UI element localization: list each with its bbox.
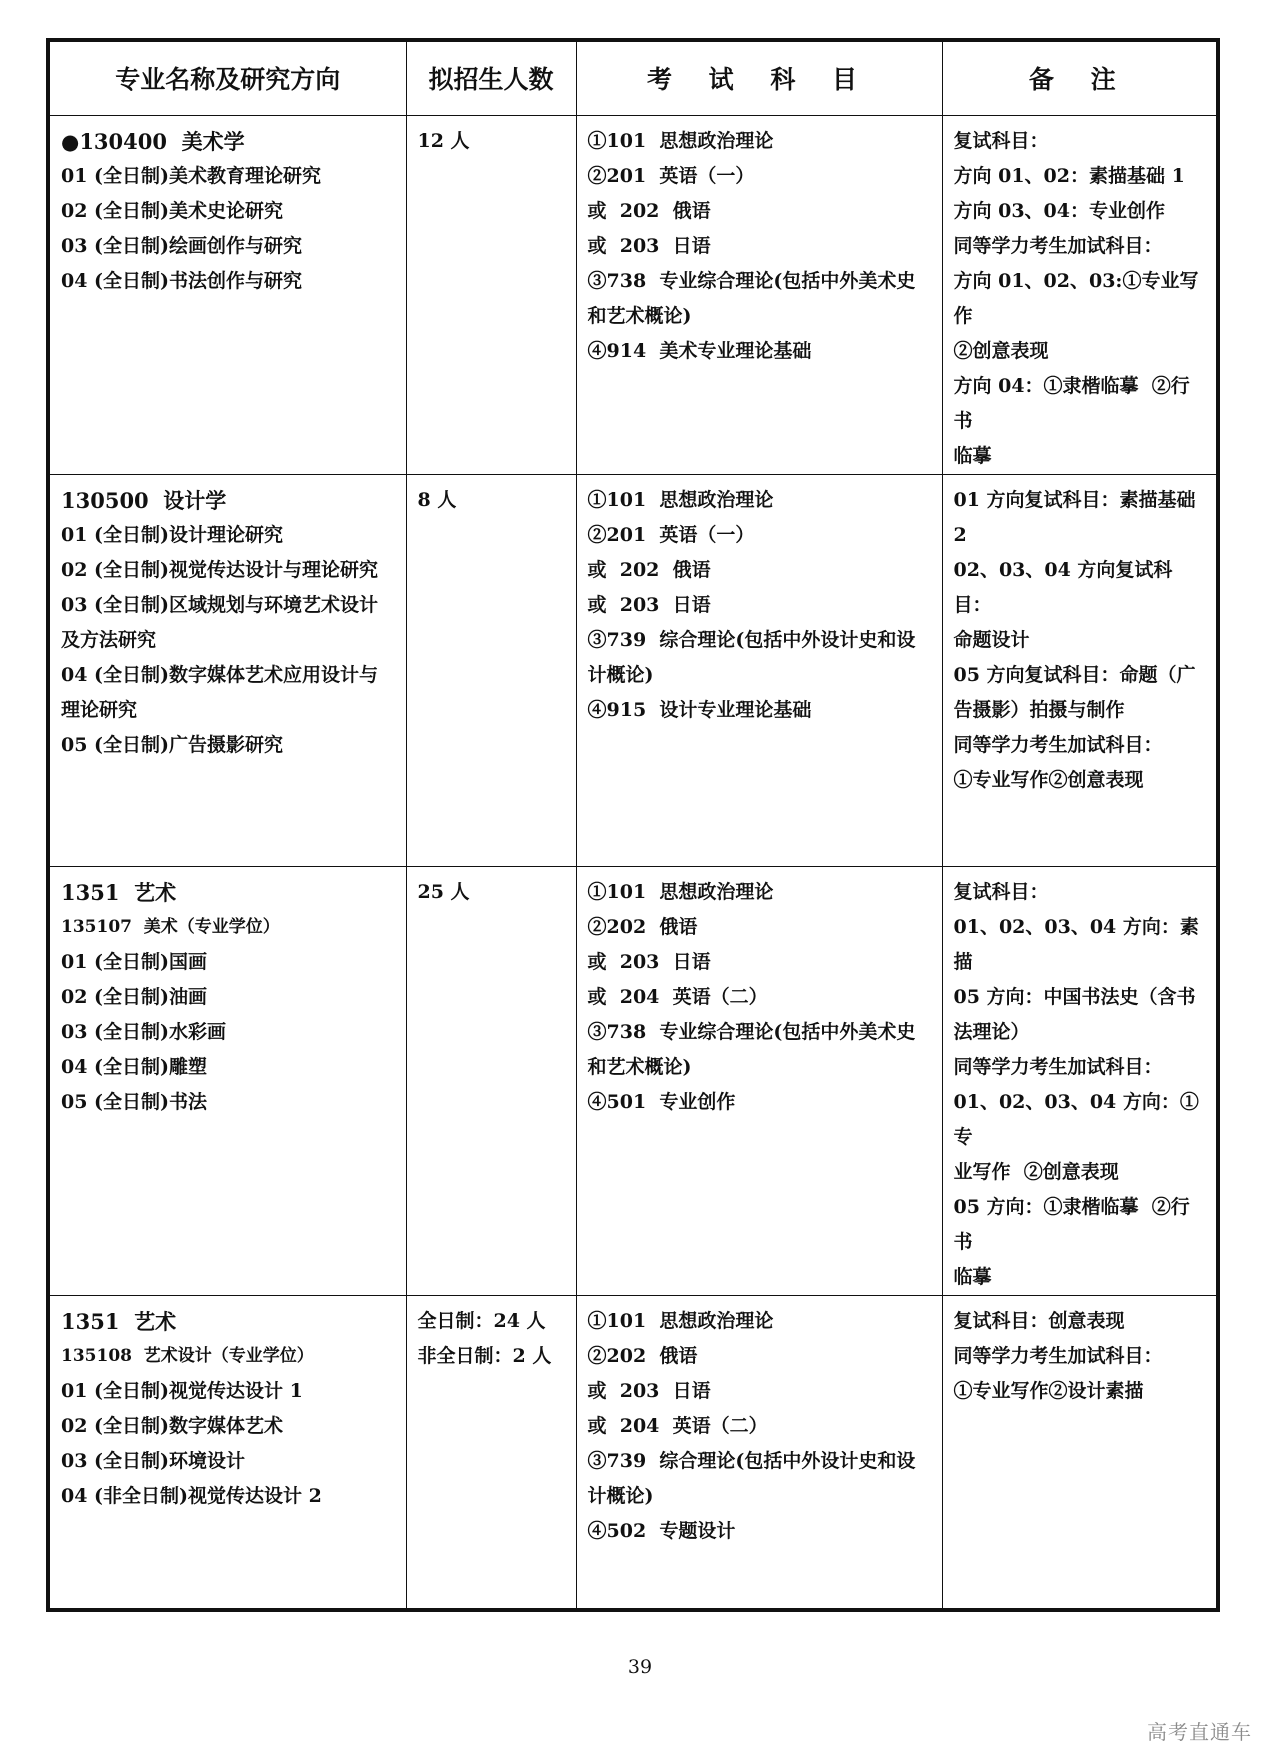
major-cell <box>50 866 406 1295</box>
cell-line: 全日制：24 人 <box>417 1309 546 1332</box>
cell-line: 和艺术概论) <box>587 1055 692 1078</box>
cell-line: 复试科目：创意表现 <box>953 1309 1125 1332</box>
cell-line: 05 方向：中国书法史（含书 <box>953 985 1196 1008</box>
table-row <box>50 115 1216 474</box>
cell-line: 方向 01、02、03:①专业写作 <box>953 269 1199 327</box>
cell-line: ③739 综合理论(包括中外设计史和设 <box>587 628 916 651</box>
cell-line: 理论研究 <box>61 698 138 721</box>
cell-line: ③738 专业综合理论(包括中外美术史 <box>587 1020 916 1043</box>
cell-line: 复试科目： <box>953 129 1049 152</box>
major-title: 1351 艺术 <box>61 1308 177 1334</box>
cell-line: 135108 艺术设计（专业学位） <box>61 1345 314 1366</box>
cell-line: 02 (全日制)数字媒体艺术 <box>61 1414 284 1437</box>
cell-line: 临摹 <box>953 1265 992 1288</box>
cell-line: 方向 04：①隶楷临摹 ②行书 <box>953 374 1190 432</box>
cell-line: 同等学力考生加试科目： <box>953 1344 1163 1367</box>
cell-line: 01 方向复试科目：素描基础 2 <box>953 488 1203 546</box>
cell-line: 03 (全日制)水彩画 <box>61 1020 227 1043</box>
cell-line: 或 204 英语（二） <box>587 1414 768 1437</box>
cell-line: 01 (全日制)国画 <box>61 950 208 973</box>
cell-line: ①101 思想政治理论 <box>587 1309 774 1332</box>
cell-line: 25 人 <box>417 880 470 903</box>
cell-line: 或 203 日语 <box>587 1379 711 1402</box>
cell-line: ④501 专业创作 <box>587 1090 736 1113</box>
cell-line: 12 人 <box>417 129 470 152</box>
cell-line: 和艺术概论) <box>587 304 692 327</box>
cell-line: 及方法研究 <box>61 628 157 651</box>
cell-line: 02 (全日制)美术史论研究 <box>61 199 284 222</box>
cell-line: 非全日制：2 人 <box>417 1344 552 1367</box>
quota-cell <box>406 866 576 1295</box>
page-number: 39 <box>627 1656 653 1678</box>
exams-cell <box>576 1295 942 1608</box>
exams-cell <box>576 474 942 866</box>
cell-line: 或 203 日语 <box>587 593 711 616</box>
cell-line: 01 (全日制)视觉传达设计 1 <box>61 1379 303 1402</box>
cell-line: ①101 思想政治理论 <box>587 880 774 903</box>
exams-cell <box>576 866 942 1295</box>
cell-line: ②201 英语（一） <box>587 164 755 187</box>
cell-line: ①101 思想政治理论 <box>587 129 774 152</box>
cell-line: 或 202 俄语 <box>587 199 711 222</box>
cell-line: 04 (非全日制)视觉传达设计 2 <box>61 1484 322 1507</box>
cell-line: 同等学力考生加试科目： <box>953 234 1163 257</box>
table-row <box>50 474 1216 866</box>
header-quota: 拟招生人数 <box>406 42 576 115</box>
cell-line: 03 (全日制)环境设计 <box>61 1449 246 1472</box>
cell-line: 05 (全日制)广告摄影研究 <box>61 733 284 756</box>
cell-line: 04 (全日制)雕塑 <box>61 1055 208 1078</box>
cell-line: 04 (全日制)数字媒体艺术应用设计与 <box>61 663 379 686</box>
major-cell <box>50 115 406 474</box>
cell-line: ④914 美术专业理论基础 <box>587 339 812 362</box>
cell-line: ②201 英语（一） <box>587 523 755 546</box>
major-cell <box>50 1295 406 1608</box>
cell-line: 05 (全日制)书法 <box>61 1090 208 1113</box>
cell-line: 02 (全日制)油画 <box>61 985 208 1008</box>
cell-line: 业写作 ②创意表现 <box>953 1160 1119 1183</box>
watermark-text: 高考直通车 <box>1147 1720 1252 1744</box>
cell-line: 01、02、03、04 方向：①专 <box>953 1090 1199 1148</box>
admissions-table-frame <box>46 38 1220 1612</box>
cell-line: 01、02、03、04 方向：素描 <box>953 915 1199 973</box>
cell-line: 方向 01、02：素描基础 1 <box>953 164 1185 187</box>
notes-cell <box>942 1295 1216 1608</box>
cell-line: 05 方向：①隶楷临摹 ②行书 <box>953 1195 1190 1253</box>
cell-line: 或 203 日语 <box>587 234 711 257</box>
exams-cell <box>576 115 942 474</box>
cell-line: 法理论） <box>953 1020 1030 1043</box>
notes-cell <box>942 474 1216 866</box>
cell-line: 告摄影）拍摄与制作 <box>953 698 1125 721</box>
header-notes: 备 注 <box>942 42 1216 115</box>
cell-line: 03 (全日制)绘画创作与研究 <box>61 234 303 257</box>
cell-line: 02、03、04 方向复试科目： <box>953 558 1173 616</box>
cell-line: ③738 专业综合理论(包括中外美术史 <box>587 269 916 292</box>
major-title: ●130400 美术学 <box>61 128 245 154</box>
cell-line: ②202 俄语 <box>587 1344 698 1367</box>
header-major: 专业名称及研究方向 <box>50 42 406 115</box>
admissions-table <box>50 42 1216 1608</box>
major-cell <box>50 474 406 866</box>
cell-line: 同等学力考生加试科目： <box>953 1055 1163 1078</box>
cell-line: ②202 俄语 <box>587 915 698 938</box>
table-row <box>50 1295 1216 1608</box>
table-row <box>50 866 1216 1295</box>
cell-line: ④502 专题设计 <box>587 1519 736 1542</box>
quota-cell <box>406 474 576 866</box>
cell-line: 方向 03、04：专业创作 <box>953 199 1165 222</box>
cell-line: 或 202 俄语 <box>587 558 711 581</box>
cell-line: 同等学力考生加试科目： <box>953 733 1163 756</box>
notes-cell <box>942 866 1216 1295</box>
cell-line: 03 (全日制)区域规划与环境艺术设计 <box>61 593 379 616</box>
cell-line: 或 203 日语 <box>587 950 711 973</box>
cell-line: ①专业写作②设计素描 <box>953 1379 1144 1402</box>
header-row <box>50 42 1216 115</box>
cell-line: 05 方向复试科目：命题（广 <box>953 663 1196 686</box>
cell-line: 计概论) <box>587 1484 654 1507</box>
cell-line: ①101 思想政治理论 <box>587 488 774 511</box>
cell-line: 命题设计 <box>953 628 1030 651</box>
cell-line: 01 (全日制)设计理论研究 <box>61 523 284 546</box>
notes-cell <box>942 115 1216 474</box>
cell-line: 或 204 英语（二） <box>587 985 768 1008</box>
header-exams: 考 试 科 目 <box>576 42 942 115</box>
cell-line: 计概论) <box>587 663 654 686</box>
cell-line: 02 (全日制)视觉传达设计与理论研究 <box>61 558 379 581</box>
cell-line: 04 (全日制)书法创作与研究 <box>61 269 303 292</box>
cell-line: 临摹 <box>953 444 992 467</box>
cell-line: 135107 美术（专业学位） <box>61 916 280 937</box>
quota-cell <box>406 115 576 474</box>
quota-cell <box>406 1295 576 1608</box>
cell-line: ④915 设计专业理论基础 <box>587 698 812 721</box>
cell-line: ③739 综合理论(包括中外设计史和设 <box>587 1449 916 1472</box>
cell-line: 8 人 <box>417 488 457 511</box>
cell-line: ①专业写作②创意表现 <box>953 768 1144 791</box>
cell-line: 01 (全日制)美术教育理论研究 <box>61 164 322 187</box>
cell-line: ②创意表现 <box>953 339 1049 362</box>
cell-line: 复试科目： <box>953 880 1049 903</box>
major-title: 130500 设计学 <box>61 487 227 513</box>
major-title: 1351 艺术 <box>61 879 177 905</box>
